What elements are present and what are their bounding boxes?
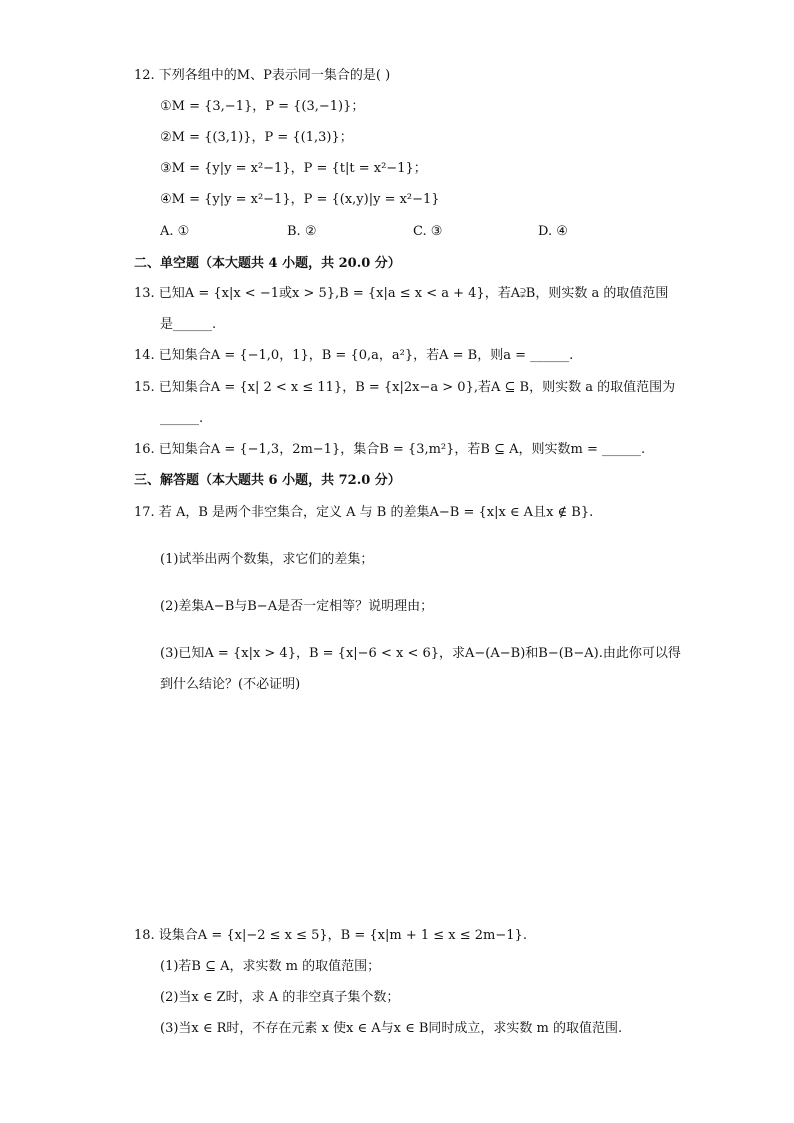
q17-part-2: (2)差集A−B与B−A是否一定相等？说明理由； (160, 599, 434, 614)
q18-part-3: (3)当x ∈ R时，不存在元素 x 使x ∈ A与x ∈ B同时成立，求实数 m 的取值范围. (160, 1021, 623, 1036)
q15-line-2: ______. (160, 411, 204, 426)
q12-item-2: ②M = {(3,1)}，P = {(1,3)}； (160, 130, 353, 145)
q17-stem: 17. 若 A，B 是两个非空集合，定义 A 与 B 的差集A−B = {x|x ∈ A且x ∉ B}. (134, 505, 594, 520)
section-2-title: 二、单空题（本大题共 4 小题，共 20.0 分） (134, 256, 401, 271)
q12-item-3: ③M = {y|y = x²−1}，P = {t|t = x²−1}； (160, 161, 427, 176)
q12-option-c: C. ③ (413, 224, 443, 239)
q12-stem: 12. 下列各组中的M、P表示同一集合的是( ) (134, 68, 391, 83)
question-16: 16. 已知集合A = {−1,3，2m−1}，集合B = {3,m²}，若B ⊆ A，则实数m = ______. (134, 442, 646, 457)
q15-line-1: 15. 已知集合A = {x| 2 < x ≤ 11}，B = {x|2x−a > 0},若A ⊆ B，则实数 a 的取值范围为 (134, 380, 676, 395)
q17-part-3-line-2: 到什么结论？(不必证明) (160, 677, 301, 692)
q12-option-a: A. ① (160, 224, 190, 239)
q18-stem: 18. 设集合A = {x|−2 ≤ x ≤ 5}，B = {x|m + 1 ≤ x ≤ 2m−1}. (134, 928, 527, 943)
section-3-title: 三、解答题（本大题共 6 小题，共 72.0 分） (134, 473, 401, 488)
q13-line-1: 13. 已知A = {x|x < −1或x > 5},B = {x|a ≤ x < a + 4}，若A⫌B，则实数 a 的取值范围 (134, 286, 669, 301)
q12-item-4: ④M = {y|y = x²−1}，P = {(x,y)|y = x²−1} (160, 192, 440, 207)
q12-option-d: D. ④ (538, 224, 568, 239)
q12-item-1: ①M = {3,−1}，P = {(3,−1)}； (160, 99, 365, 114)
q17-part-1: (1)试举出两个数集，求它们的差集； (160, 552, 374, 567)
q18-part-2: (2)当x ∈ Z时，求 A 的非空真子集个数； (160, 990, 400, 1005)
q17-part-3-line-1: (3)已知A = {x|x > 4}，B = {x|−6 < x < 6}，求A−(A−B)和B−(B−A).由此你可以得 (160, 646, 681, 661)
question-14: 14. 已知集合A = {−1,0，1}，B = {0,a，a²}，若A = B，则a = ______. (134, 348, 574, 363)
q13-line-2: 是______. (160, 317, 217, 332)
q12-option-b: B. ② (287, 224, 317, 239)
q18-part-1: (1)若B ⊆ A，求实数 m 的取值范围； (160, 959, 381, 974)
